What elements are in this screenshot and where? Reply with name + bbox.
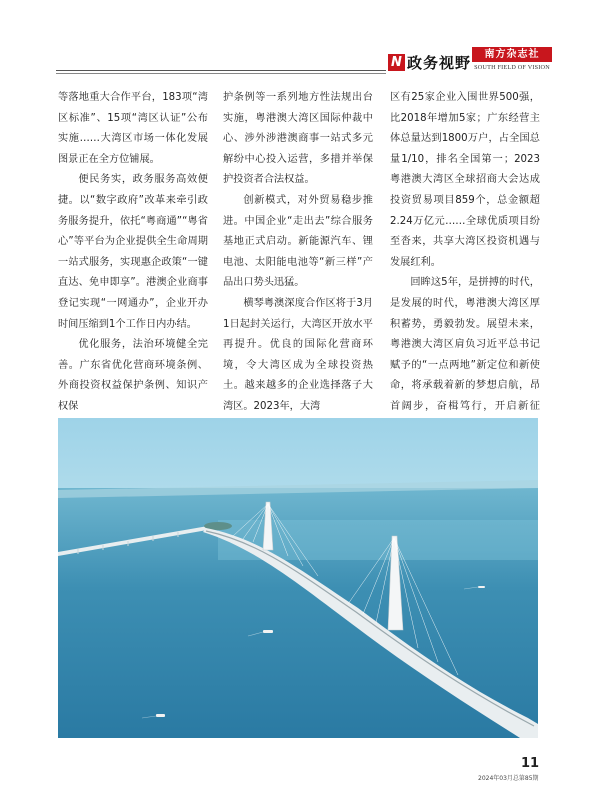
paragraph-text: 回眸这5年，是拼搏的时代，是发展的时代，粤港澳大湾区厚积蓄势，勇毅勃发。展望未来，粤港澳大湾区肩负习近平总书记赋予的“一点两地”新定位和新使命，将承载着新的梦想启航，昂首阔步，奋楫笃行，开启新征 — [390, 277, 540, 412]
page-number: 11 — [521, 756, 540, 771]
paragraph: 优化服务，法治环境健全完善。广东省优化营商环境条例、外商投资权益保护条例、知识产权保 — [58, 339, 208, 412]
bridge-aerial-photo — [58, 418, 538, 738]
magazine-logo-icon: N — [388, 54, 405, 71]
bridge-illustration — [58, 418, 538, 738]
paragraph: 横琴粤澳深度合作区将于3月1日起封关运行，大湾区开放水平再提升。优良的国际化营商环境，令大湾区成为全球投资热土。越来越多的企业选择落子大湾区。2023年，大湾 — [223, 297, 373, 412]
paragraph-final — [390, 273, 540, 438]
text-column-1 — [58, 88, 208, 418]
paragraph: 护条例等一系列地方性法规出台实施，粤港澳大湾区国际仲裁中心、涉外涉港澳商事一站式多元解纷中心投入运营，多措并举保护投资者合法权益。 — [223, 92, 373, 186]
paragraph: 便民务实，政务服务高效便捷。以“数字政府”改革来牵引政务服务提升，依托“粤商通”“粤省心”等平台为企业提供全生命周期一站式服务，实现惠企政策“一键直达、免申即享”。港澳企业商事登记实现“一网通办”，企业开办时间压缩到1个工作日内办结。 — [58, 174, 208, 330]
header-rule-secondary — [56, 73, 386, 74]
page-header — [0, 46, 595, 76]
header-rule — [56, 70, 386, 71]
text-column-3 — [390, 88, 540, 438]
brand-block — [472, 47, 552, 75]
brand-name-en: SOUTH FIELD OF VISION — [474, 64, 550, 71]
section-title: 政务视野 — [407, 54, 472, 72]
paragraph: 创新模式，对外贸易稳步推进。中国企业“走出去”综合服务基地正式启动。新能源汽车、锂电池、太阳能电池等“新三样”产品出口势头迅猛。 — [223, 194, 373, 289]
paragraph: 等落地重大合作平台，183项“湾区标准”、15项“湾区认证”公布实施……大湾区市场一体化发展图景正在全方位铺展。 — [58, 92, 208, 165]
issue-label: 2024年03月总第85期 — [478, 775, 539, 782]
text-column-2 — [223, 88, 373, 418]
brand-name-cn: 南方杂志社 — [472, 47, 552, 62]
paragraph: 区有25家企业入围世界500强，比2018年增加5家；广东经营主体总量达到1800万户，占全国总量1/10，排名全国第一；2023粤港澳大湾区全球招商大会达成投资贸易项目859个，总金额超2.24万亿元……全球优质项目纷至沓来，共享大湾区投资机遇与发展红利。 — [390, 92, 540, 268]
